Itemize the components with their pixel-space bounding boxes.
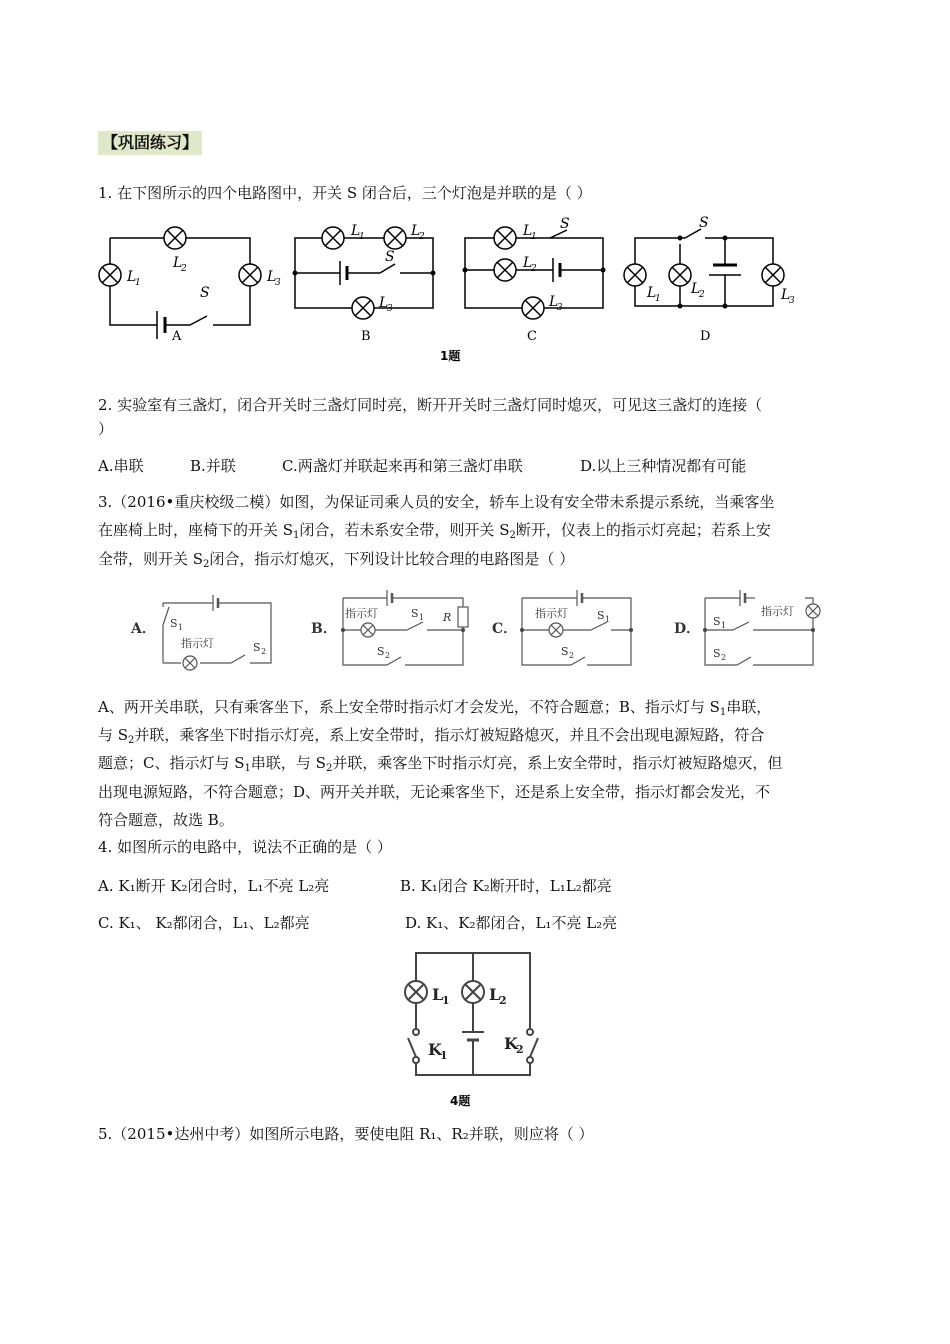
svg-text:S: S xyxy=(561,645,569,658)
svg-text:L: L xyxy=(523,255,533,271)
answer-3-line3: 题意；C、指示灯与 $S_1$串联，与 $S_2$并联，乘客坐下时指示灯亮，系上安全带时，指示灯被短路熄灭，但 xyxy=(98,754,783,774)
svg-text:1: 1 xyxy=(178,623,184,632)
svg-text:L: L xyxy=(267,269,277,285)
svg-text:1: 1 xyxy=(359,232,365,242)
q3-option-B: B． xyxy=(311,621,337,637)
svg-text:1: 1 xyxy=(442,994,450,1007)
svg-text:L: L xyxy=(432,985,444,1004)
svg-text:R: R xyxy=(443,611,452,624)
q2-choice-C: C.两盏灯并联起来再和第三盏灯串联 xyxy=(282,457,523,475)
question-4: 4. 如图所示的电路中，说法不正确的是（ ） xyxy=(98,838,392,856)
svg-text:S: S xyxy=(713,615,721,628)
svg-text:S: S xyxy=(385,249,395,265)
svg-text:L: L xyxy=(351,223,361,239)
svg-text:1: 1 xyxy=(721,621,727,630)
label-L2: L xyxy=(173,255,183,271)
svg-text:1: 1 xyxy=(419,613,425,622)
svg-text:L: L xyxy=(781,287,791,303)
svg-text:1: 1 xyxy=(531,232,537,242)
svg-text:L: L xyxy=(523,223,533,239)
svg-text:3: 3 xyxy=(789,296,795,306)
option-D: D xyxy=(700,329,711,344)
q3-option-D: D． xyxy=(674,621,701,637)
q1-figure xyxy=(95,215,815,365)
svg-text:L: L xyxy=(549,294,559,310)
svg-text:2: 2 xyxy=(721,653,727,662)
section-heading: 【巩固练习】 xyxy=(98,131,202,155)
svg-text:指示灯: 指示灯 xyxy=(345,607,378,620)
fig4-caption: 4题 xyxy=(450,1094,471,1108)
svg-text:3: 3 xyxy=(557,303,563,313)
svg-text:L: L xyxy=(127,269,137,285)
svg-text:L: L xyxy=(691,281,701,297)
q4-choice-D: D. K₁、K₂都闭合，L₁不亮 L₂亮 xyxy=(405,914,618,932)
q4-choice-A: A. K₁断开 K₂闭合时，L₁不亮 L₂亮 xyxy=(98,877,330,895)
q4-figure xyxy=(400,948,550,1113)
svg-text:1: 1 xyxy=(135,278,141,288)
svg-text:2: 2 xyxy=(569,651,575,660)
svg-text:K: K xyxy=(428,1040,442,1059)
question-2-line2: ） xyxy=(98,420,114,438)
question-5: 5.（2015•达州中考）如图所示电路，要使电阻 R₁、R₂并联，则应将（ ） xyxy=(98,1125,594,1143)
option-C: C xyxy=(527,329,537,344)
svg-text:1: 1 xyxy=(655,294,661,304)
answer-3-line2: 与 $S_2$并联，乘客坐下时指示灯亮，系上安全带时，指示灯被短路熄灭，并且不会出现电源短路，符合 xyxy=(98,726,765,746)
option-B: B xyxy=(361,329,371,344)
svg-text:指示灯: 指示灯 xyxy=(181,637,214,650)
svg-text:S: S xyxy=(699,215,709,231)
svg-text:L: L xyxy=(379,295,389,311)
q2-choice-B: B.并联 xyxy=(190,457,236,475)
svg-text:2: 2 xyxy=(699,290,705,300)
question-3-line3: 全带，则开关 $S_2$闭合，指示灯熄灭，下列设计比较合理的电路图是（ ） xyxy=(98,550,575,570)
svg-text:2: 2 xyxy=(516,1043,524,1056)
svg-text:1: 1 xyxy=(605,615,611,624)
q3-option-C: C． xyxy=(492,621,518,637)
svg-text:S: S xyxy=(253,641,261,654)
svg-text:S: S xyxy=(170,617,178,630)
question-2-line1: 2. 实验室有三盏灯，闭合开关时三盏灯同时亮，断开开关时三盏灯同时熄灭，可见这三盏灯的连接（ xyxy=(98,396,763,414)
svg-text:指示灯: 指示灯 xyxy=(761,605,794,618)
question-1: 1. 在下图所示的四个电路图中，开关 S 闭合后，三个灯泡是并联的是（ ） xyxy=(98,184,592,202)
q4-choice-B: B. K₁闭合 K₂断开时，L₁L₂都亮 xyxy=(400,877,612,895)
q3-option-A: A． xyxy=(131,621,156,637)
svg-text:L: L xyxy=(647,285,657,301)
question-3-line2: 在座椅上时，座椅下的开关 $S_1$闭合，若未系安全带，则开关 $S_2$断开，仪表上的指示灯亮起；若系上安 xyxy=(98,521,771,541)
question-3-line1: 3.（2016•重庆校级二模）如图，为保证司乘人员的安全，轿车上设有安全带未系提示系统，当乘客坐 xyxy=(98,493,775,511)
answer-3-line1: A、两开关串联，只有乘客坐下，系上安全带时指示灯才会发光，不符合题意；B、指示灯与 $S_1$串联， xyxy=(98,698,772,718)
q2-choice-D: D.以上三种情况都有可能 xyxy=(580,457,747,475)
option-A: A xyxy=(172,329,182,344)
svg-text:2: 2 xyxy=(385,651,391,660)
svg-text:K: K xyxy=(504,1034,518,1053)
svg-text:L: L xyxy=(489,985,501,1004)
svg-text:S: S xyxy=(560,216,570,232)
q2-choice-A: A.串联 xyxy=(98,457,144,475)
svg-text:S: S xyxy=(200,285,210,301)
svg-text:2: 2 xyxy=(531,264,537,274)
svg-text:1: 1 xyxy=(440,1049,448,1062)
svg-text:2: 2 xyxy=(419,232,425,242)
svg-text:2: 2 xyxy=(261,647,267,656)
q4-choice-C: C. K₁、 K₂都闭合，L₁、L₂都亮 xyxy=(98,914,310,932)
svg-text:指示灯: 指示灯 xyxy=(535,607,568,620)
answer-3-line4: 出现电源短路，不符合题意；D、两开关并联，无论乘客坐下，还是系上安全带，指示灯都会发光，不 xyxy=(98,783,771,801)
svg-text:S: S xyxy=(377,645,385,658)
svg-text:2: 2 xyxy=(181,264,187,274)
svg-text:S: S xyxy=(411,607,419,620)
svg-text:2: 2 xyxy=(499,994,507,1007)
fig1-caption: 1题 xyxy=(440,349,461,363)
svg-text:3: 3 xyxy=(387,304,393,314)
svg-text:S: S xyxy=(713,647,721,660)
svg-text:3: 3 xyxy=(275,278,281,288)
svg-text:L: L xyxy=(411,223,421,239)
answer-3-line5: 符合题意，故选 B。 xyxy=(98,811,234,829)
svg-text:S: S xyxy=(597,609,605,622)
q3-figure xyxy=(125,585,835,680)
